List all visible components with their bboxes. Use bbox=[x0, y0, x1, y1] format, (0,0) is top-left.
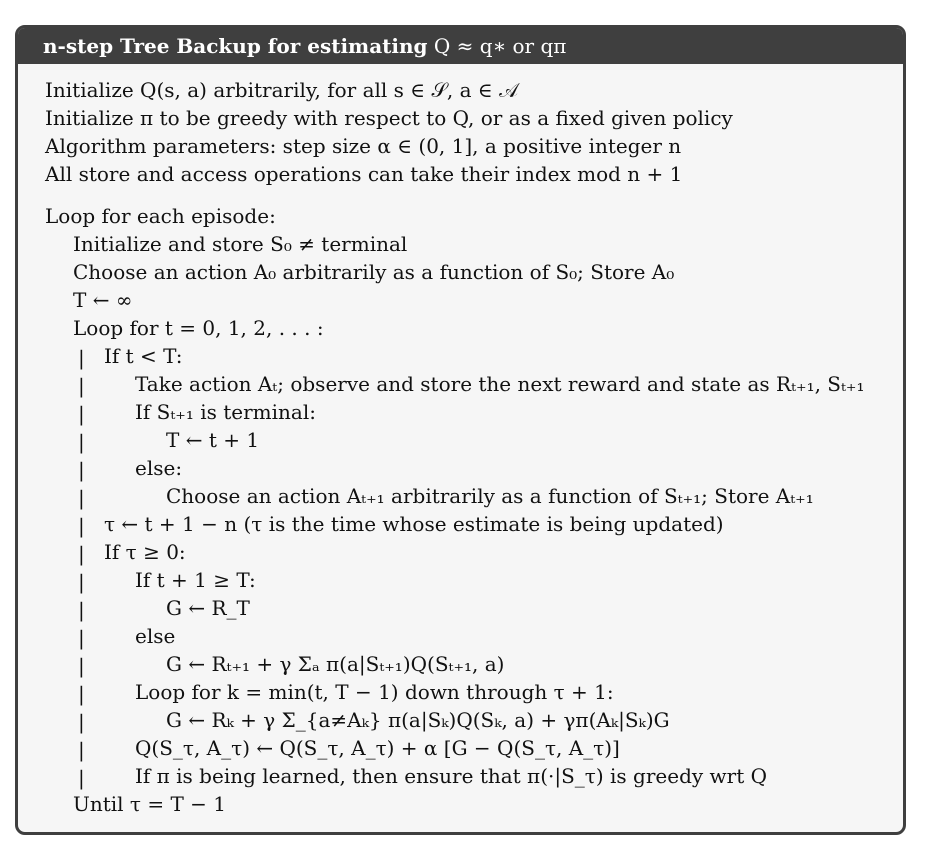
init-state-line: Initialize and store S₀ ≠ terminal bbox=[73, 232, 408, 256]
title-formula: Q ≈ q∗ or qπ bbox=[433, 34, 567, 58]
else-line-1: else: bbox=[135, 456, 183, 480]
loop-bar: | | | | | | | | | | | | | | | | bbox=[78, 346, 85, 790]
if-tau-nonneg-line: If τ ≥ 0: bbox=[104, 540, 186, 564]
time-loop-line: Loop for t = 0, 1, 2, . . . : bbox=[73, 316, 324, 340]
algorithm-box bbox=[15, 25, 906, 835]
tau-line: τ ← t + 1 − n (τ is the time whose estimate is being updated) bbox=[104, 512, 724, 536]
if-t-less-T-line: If t < T: bbox=[104, 344, 183, 368]
title-bold-text: n-step Tree Backup for estimating bbox=[43, 34, 428, 58]
q-update-line: Q(S_τ, A_τ) ← Q(S_τ, A_τ) + α [G − Q(S_τ, A_τ)] bbox=[135, 736, 620, 760]
if-t-plus-1-line: If t + 1 ≥ T: bbox=[135, 568, 256, 592]
episode-loop-line: Loop for each episode: bbox=[45, 204, 276, 228]
algorithm-title-bar bbox=[18, 28, 903, 64]
init-policy-line: Initialize π to be greedy with respect to Q, or as a fixed given policy bbox=[45, 106, 733, 130]
g-terminal-line: G ← R_T bbox=[166, 596, 250, 620]
take-action-line: Take action Aₜ; observe and store the next reward and state as Rₜ₊₁, Sₜ₊₁ bbox=[135, 372, 865, 396]
algorithm-title bbox=[43, 34, 566, 58]
init-q-line: Initialize Q(s, a) arbitrarily, for all s ∈ 𝒮, a ∈ 𝒜 bbox=[45, 78, 519, 102]
g-backup-line: G ← Rₖ + γ Σ_{a≠Aₖ} π(a|Sₖ)Q(Sₖ, a) + γπ(Aₖ|Sₖ)G bbox=[166, 708, 670, 732]
else-line-2: else bbox=[135, 624, 176, 648]
set-T-line: T ← t + 1 bbox=[166, 428, 260, 452]
policy-update-line: If π is being learned, then ensure that π(·|S_τ) is greedy wrt Q bbox=[135, 764, 768, 788]
g-expected-line: G ← Rₜ₊₁ + γ Σₐ π(a|Sₜ₊₁)Q(Sₜ₊₁, a) bbox=[166, 652, 505, 676]
choose-next-action-line: Choose an action Aₜ₊₁ arbitrarily as a function of Sₜ₊₁; Store Aₜ₊₁ bbox=[166, 484, 814, 508]
k-loop-line: Loop for k = min(t, T − 1) down through τ + 1: bbox=[135, 680, 614, 704]
choose-action-line: Choose an action A₀ arbitrarily as a function of S₀; Store A₀ bbox=[73, 260, 675, 284]
until-line: Until τ = T − 1 bbox=[73, 792, 226, 816]
store-access-line: All store and access operations can take their index mod n + 1 bbox=[45, 162, 683, 186]
params-line: Algorithm parameters: step size α ∈ (0, 1], a positive integer n bbox=[45, 134, 682, 158]
if-terminal-line: If Sₜ₊₁ is terminal: bbox=[135, 400, 316, 424]
t-infinity-line: T ← ∞ bbox=[73, 288, 133, 312]
